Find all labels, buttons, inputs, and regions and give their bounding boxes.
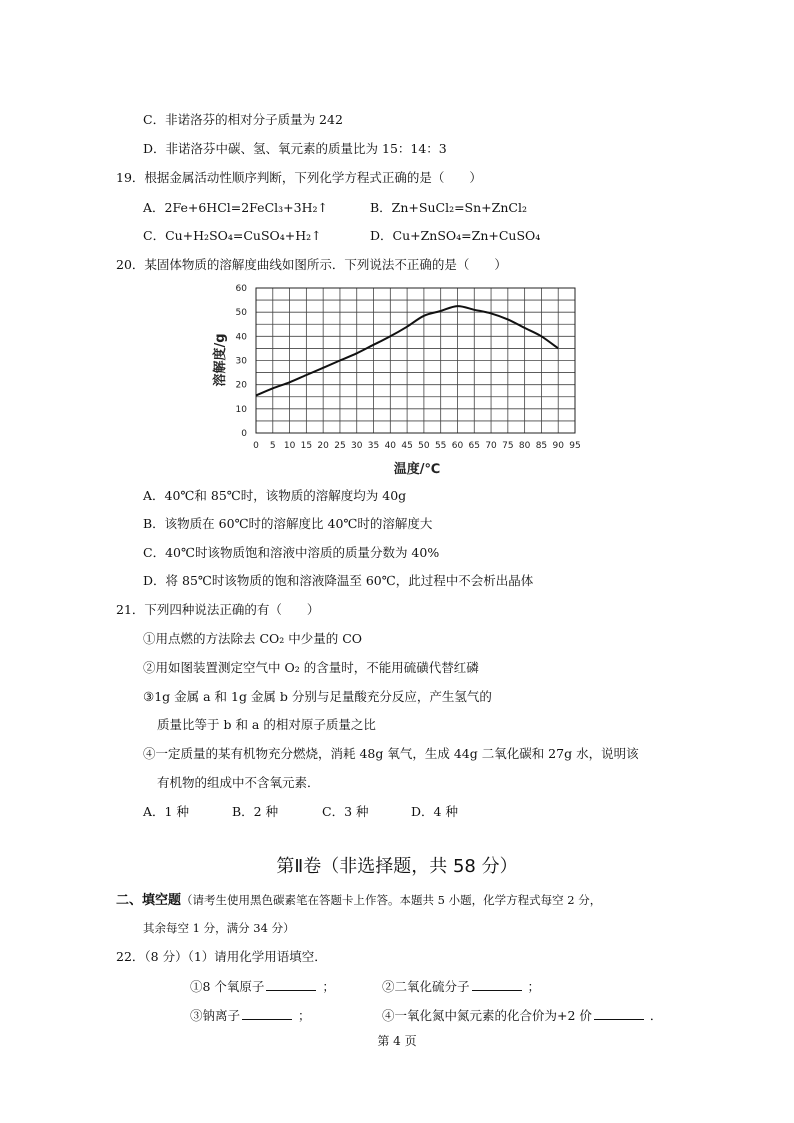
q21-option-a: A．1 种: [143, 804, 189, 819]
part2-title: 第Ⅱ卷（非选择题，共 58 分）: [276, 856, 518, 877]
q21-statement-2: ②用如图装置测定空气中 O₂ 的含量时，不能用硫磺代替红磷: [143, 660, 479, 675]
q22-item-1: [190, 978, 335, 995]
x-tick-label: 0: [253, 441, 259, 451]
page-number: 第 4 页: [377, 1034, 417, 1048]
x-tick-label: 35: [367, 441, 380, 451]
y-tick-label: 60: [235, 284, 247, 294]
x-tick-label: 95: [569, 441, 581, 451]
x-tick-label: 55: [434, 441, 447, 451]
q22-answer-blank-2[interactable]: [472, 978, 522, 991]
q22-item-3: [190, 1007, 311, 1024]
q21-option-d: D．4 种: [411, 804, 458, 819]
solubility-chart: [200, 280, 590, 480]
section2-note-cont: 其余每空 1 分，满分 34 分）: [143, 921, 295, 935]
x-tick-label: 40: [384, 441, 397, 451]
separator: ；: [527, 979, 541, 994]
y-axis-label: 溶解度/g: [213, 333, 228, 387]
q21-stem: 21．下列四种说法正确的有（ ）: [116, 602, 320, 617]
q22-answer-blank-1[interactable]: [266, 978, 316, 991]
x-tick-label: 30: [351, 441, 363, 451]
x-tick-label: 25: [334, 441, 346, 451]
y-tick-label: 40: [235, 332, 247, 343]
q20-option-b: B．该物质在 60℃时的溶解度比 40℃时的溶解度大: [143, 516, 433, 531]
q18-option-d: D．非诺洛芬中碳、氢、氧元素的质量比为 15：14：3: [143, 141, 447, 156]
separator: ；: [298, 1008, 311, 1023]
q22-item-1-text: ①8 个氧原子: [190, 979, 265, 994]
x-tick-label: 10: [283, 441, 296, 451]
y-tick-label: 0: [241, 429, 247, 439]
q22-answer-blank-4[interactable]: [594, 1007, 644, 1020]
x-tick-label: 5: [269, 441, 276, 451]
x-tick-label: 65: [468, 441, 480, 451]
x-tick-label: 80: [518, 441, 531, 451]
q20-option-d: D．将 85℃时该物质的饱和溶液降温至 60℃，此过程中不会析出晶体: [143, 573, 534, 588]
q21-option-c: C．3 种: [322, 804, 369, 819]
x-tick-label: 75: [502, 441, 514, 451]
x-tick-label: 85: [535, 441, 548, 451]
chart-grid: [256, 288, 575, 433]
section2-header: [116, 892, 601, 909]
x-tick-label: 50: [418, 441, 430, 451]
q21-statement-3: ③1g 金属 a 和 1g 金属 b 分别与足量酸充分反应，产生氢气的: [143, 689, 492, 704]
q20-stem: 20．某固体物质的溶解度曲线如图所示．下列说法不正确的是（ ）: [116, 257, 507, 272]
q20-option-c: C．40℃时该物质饱和溶液中溶质的质量分数为 40%: [143, 545, 440, 560]
x-tick-label: 90: [552, 441, 564, 451]
q19-stem: 19．根据金属活动性顺序判断，下列化学方程式正确的是（ ）: [116, 170, 482, 185]
y-tick-label: 20: [235, 380, 247, 391]
q21-statement-1: ①用点燃的方法除去 CO₂ 中少量的 CO: [143, 631, 363, 646]
q22-item-2: [382, 978, 540, 995]
q21-statement-4-cont: 有机物的组成中不含氧元素．: [157, 775, 320, 790]
q22-item-4-text: ④一氧化氮中氮元素的化合价为+2 价: [382, 1008, 592, 1023]
y-tick-label: 50: [235, 308, 247, 319]
q22-answer-blank-3[interactable]: [242, 1007, 292, 1020]
section2-label: 二、填空题: [116, 893, 182, 908]
q19-option-d: D．Cu+ZnSO₄=Zn+CuSO₄: [370, 228, 541, 243]
chart-ticks: [236, 284, 581, 451]
q20-option-a: A．40℃和 85℃时，该物质的溶解度均为 40g: [143, 488, 407, 503]
q21-option-b: B．2 种: [232, 804, 279, 819]
x-tick-label: 60: [451, 441, 464, 451]
q19-option-c: C．Cu+H₂SO₄=CuSO₄+H₂↑: [143, 228, 322, 243]
q22-item-3-text: ③钠离子: [190, 1008, 241, 1023]
separator: ；: [322, 979, 335, 994]
x-tick-label: 70: [485, 441, 497, 451]
y-tick-label: 10: [235, 404, 247, 415]
q19-option-a: A．2Fe+6HCl=2FeCl₃+3H₂↑: [143, 200, 328, 215]
q22-item-2-text: ②二氧化硫分子: [382, 979, 470, 994]
q21-statement-4: ④一定质量的某有机物充分燃烧，消耗 48g 氧气，生成 44g 二氧化碳和 27g 水，说明该: [143, 746, 639, 761]
x-tick-label: 15: [300, 441, 313, 451]
q22-item-4: [382, 1007, 662, 1024]
q19-option-b: B．Zn+SuCl₂=Sn+ZnCl₂: [370, 200, 527, 215]
x-tick-label: 45: [401, 441, 413, 451]
x-axis-label: 温度/℃: [393, 462, 441, 477]
q22-stem: 22．（8 分）（1）请用化学用语填空．: [116, 949, 327, 964]
x-tick-label: 20: [317, 441, 329, 451]
q18-option-c: C．非诺洛芬的相对分子质量为 242: [143, 112, 343, 127]
terminator: ．: [649, 1008, 663, 1023]
y-tick-label: 30: [235, 356, 247, 367]
section2-note: （请考生使用黑色碳素笔在答题卡上作答。本题共 5 小题，化学方程式每空 2 分，: [181, 893, 602, 907]
q21-statement-3-cont: 质量比等于 b 和 a 的相对原子质量之比: [157, 717, 376, 732]
